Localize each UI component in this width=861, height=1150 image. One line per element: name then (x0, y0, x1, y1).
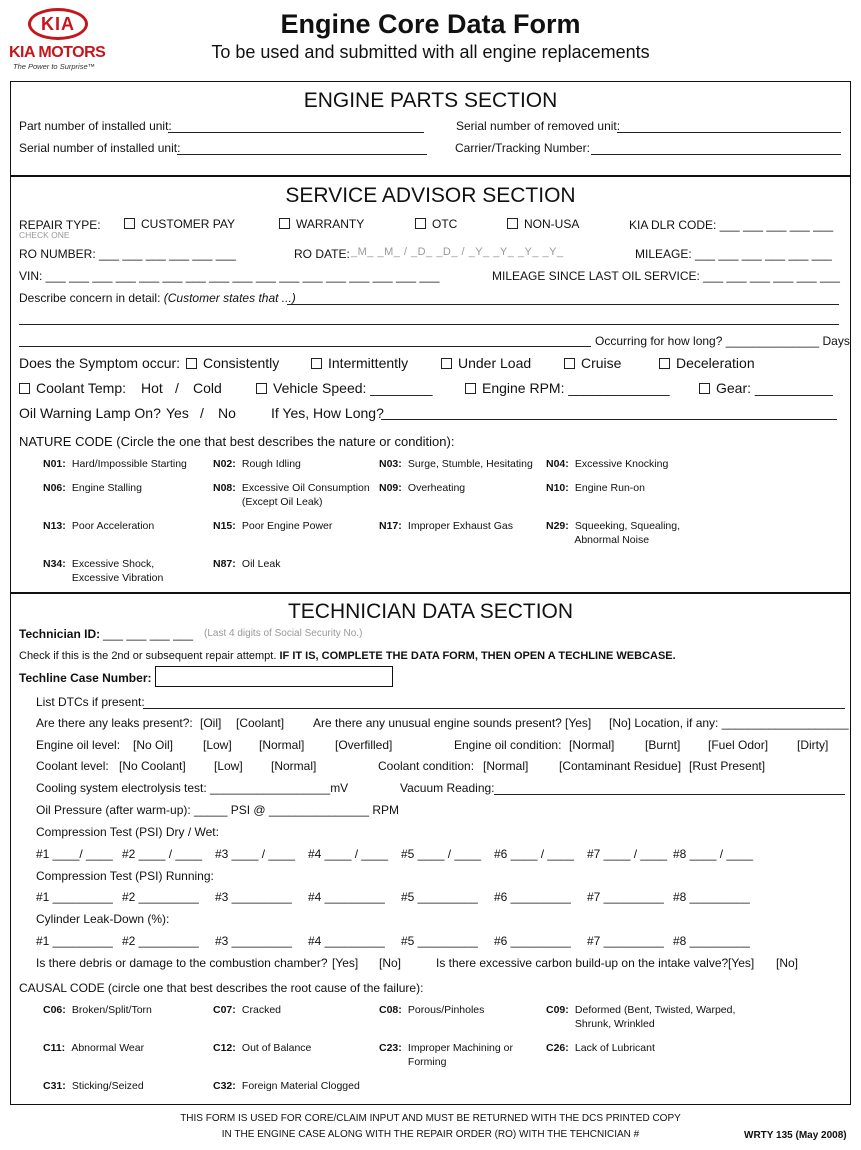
otc-option[interactable]: OTC (415, 217, 457, 231)
causal-code-c07[interactable]: C07: Cracked (213, 1004, 282, 1016)
compression-dry-cyl-5[interactable]: #5 ____ / ____ (401, 847, 482, 861)
symptom-label: Does the Symptom occur: (19, 355, 181, 371)
installed-part-number-field[interactable] (168, 132, 424, 133)
oil-lamp-label: Oil Warning Lamp On? (19, 405, 161, 421)
carbon-question: Is there excessive carbon build-up on the intake valve? (436, 956, 729, 970)
kia-logo-oval: KIA (28, 8, 88, 40)
engine-parts-section (10, 81, 851, 177)
electrolysis-field[interactable]: Cooling system electrolysis test: __________________mV (36, 781, 349, 795)
debris-question: Is there debris or damage to the combustion chamber? (36, 956, 328, 970)
nature-code-n01[interactable]: N01: Hard/Impossible Starting (43, 458, 187, 470)
coolant-condition-normal[interactable]: [Normal] (483, 759, 529, 773)
leak-oil-option[interactable]: [Oil] (200, 716, 222, 730)
causal-code-c08[interactable]: C08: Porous/Pinholes (379, 1004, 485, 1016)
nature-code-n29[interactable]: N29: Squeeking, Squealing, Abnormal Noise (546, 520, 681, 546)
brand-tagline: The Power to Surprise™ (13, 62, 96, 71)
leak-down-cyl-2[interactable]: #2 _________ (122, 934, 199, 948)
nature-code-n34[interactable]: N34: Excessive Shock, Excessive Vibration (43, 558, 164, 584)
carbon-no[interactable]: [No] (776, 956, 799, 970)
leak-down-cyl-7[interactable]: #7 _________ (587, 934, 664, 948)
engine-rpm-option[interactable]: Engine RPM: _____________ (465, 380, 670, 396)
oil-lamp-yes[interactable]: Yes (166, 405, 189, 421)
occurring-duration-field[interactable]: Occurring for how long? ______________ Days (595, 334, 850, 348)
ro-date-label: RO DATE: (294, 247, 350, 261)
installed-serial-field[interactable] (177, 154, 427, 155)
coolant-condition-rust[interactable]: [Rust Present] (689, 759, 766, 773)
oil-condition-burnt[interactable]: [Burnt] (645, 738, 681, 752)
checkbox-icon (311, 358, 322, 369)
nature-code-n87[interactable]: N87: Oil Leak (213, 558, 281, 570)
nature-code-n06[interactable]: N06: Engine Stalling (43, 482, 142, 494)
mileage-field[interactable]: MILEAGE: ___ ___ ___ ___ ___ ___ (635, 247, 832, 261)
compression-dry-cyl-8[interactable]: #8 ____ / ____ (673, 847, 754, 861)
footer-note-line-1: THIS FORM IS USED FOR CORE/CLAIM INPUT AND MUST BE RETURNED WITH THE DCS PRINTED COPY (180, 1113, 681, 1124)
debris-yes[interactable]: [Yes] (332, 956, 359, 970)
causal-code-c09[interactable]: C09: Deformed (Bent, Twisted, Warped, Shrunk, Wrinkled (546, 1004, 736, 1030)
nature-code-n02[interactable]: N02: Rough Idling (213, 458, 301, 470)
causal-code-c31[interactable]: C31: Sticking/Seized (43, 1080, 144, 1092)
ro-date-field[interactable]: _M_ _M_ / _D_ _D_ / _Y_ _Y_ _Y_ _Y_ (351, 246, 564, 258)
oil-condition-normal[interactable]: [Normal] (569, 738, 615, 752)
checkbox-icon (279, 218, 290, 229)
vehicle-speed-option[interactable]: Vehicle Speed: ________ (256, 380, 433, 396)
cruise-option[interactable]: Cruise (564, 355, 621, 371)
nature-code-n04[interactable]: N04: Excessive Knocking (546, 458, 669, 470)
vin-field[interactable]: VIN: ___ ___ ___ ___ ___ ___ ___ ___ ___ ___ ___ ___ ___ ___ ___ ___ ___ (19, 269, 440, 283)
causal-code-c06[interactable]: C06: Broken/Split/Torn (43, 1004, 152, 1016)
checkbox-icon (186, 358, 197, 369)
vacuum-label: Vacuum Reading: (400, 781, 495, 795)
leak-down-cyl-6[interactable]: #6 _________ (494, 934, 571, 948)
concern-line-1[interactable] (287, 304, 839, 305)
leak-down-cyl-4[interactable]: #4 _________ (308, 934, 385, 948)
nature-code-n08[interactable]: N08: Excessive Oil Consumption (Except Oil Leak) (213, 482, 370, 508)
leak-down-cyl-3[interactable]: #3 _________ (215, 934, 292, 948)
causal-code-c12[interactable]: C12: Out of Balance (213, 1042, 312, 1054)
causal-code-c11[interactable]: C11: Abnormal Wear (43, 1042, 145, 1054)
compression-dry-cyl-6[interactable]: #6 ____ / ____ (494, 847, 575, 861)
nature-code-label: NATURE CODE (Circle the one that best describes the nature or condition): (19, 434, 455, 449)
causal-code-c23[interactable]: C23: Improper Machining or Forming (379, 1042, 513, 1068)
causal-code-c32[interactable]: C32: Foreign Material Clogged (213, 1080, 360, 1092)
sounds-no-location-field[interactable]: [No] Location, if any: ___________________ (609, 716, 849, 730)
page-title: Engine Core Data Form (280, 9, 581, 39)
oil-level-low[interactable]: [Low] (203, 738, 232, 752)
checkbox-icon (256, 383, 267, 394)
concern-line-3[interactable] (19, 346, 591, 347)
carbon-yes[interactable]: [Yes] (728, 956, 755, 970)
dtc-field[interactable] (143, 708, 845, 709)
nature-code-n13[interactable]: N13: Poor Acceleration (43, 520, 155, 532)
section-title: TECHNICIAN DATA SECTION (287, 600, 574, 623)
installed-part-number-label: Part number of installed unit: (19, 119, 172, 133)
tracking-label: Carrier/Tracking Number: (455, 141, 590, 155)
service-advisor-section (10, 175, 851, 594)
oil-condition-fuel-odor[interactable]: [Fuel Odor] (708, 738, 769, 752)
how-long-field[interactable] (381, 419, 837, 420)
removed-serial-label: Serial number of removed unit: (456, 119, 621, 133)
nature-code-n03[interactable]: N03: Surge, Stumble, Hesitating (379, 458, 533, 470)
brand-name: KIA MOTORS (9, 44, 106, 61)
gear-option[interactable]: Gear: __________ (699, 380, 833, 396)
footer-note-line-2: IN THE ENGINE CASE ALONG WITH THE REPAIR ORDER (RO) WITH THE TEHCNICIAN # (221, 1129, 640, 1140)
compression-dry-cyl-1[interactable]: #1 ____/ ____ (36, 847, 113, 861)
warranty-option[interactable]: WARRANTY (279, 217, 364, 231)
debris-no[interactable]: [No] (379, 956, 402, 970)
compression-dry-cyl-4[interactable]: #4 ____ / ____ (308, 847, 389, 861)
tracking-field[interactable] (591, 154, 841, 155)
nature-code-n17[interactable]: N17: Improper Exhaust Gas (379, 520, 513, 532)
repair-type-label: REPAIR TYPE: (19, 218, 101, 232)
checkbox-icon (659, 358, 670, 369)
coolant-temp-option[interactable]: Coolant Temp: (19, 380, 126, 396)
oil-condition-label: Engine oil condition: (454, 738, 562, 752)
deceleration-option[interactable]: Deceleration (659, 355, 755, 371)
non-usa-option[interactable]: NON-USA (507, 217, 579, 231)
hot-option[interactable]: Hot (141, 380, 163, 396)
oil-level-label: Engine oil level: (36, 738, 121, 752)
mileage-since-oil-field[interactable]: MILEAGE SINCE LAST OIL SERVICE: ___ ___ ___ ___ ___ ___ (492, 269, 840, 283)
coolant-level-normal[interactable]: [Normal] (271, 759, 317, 773)
coolant-level-no-coolant[interactable]: [No Coolant] (119, 759, 186, 773)
leaks-question: Are there any leaks present?: (36, 716, 193, 730)
compression-run-cyl-3[interactable]: #3 _________ (215, 890, 292, 904)
under-load-option[interactable]: Under Load (441, 355, 531, 371)
slash-separator: / (200, 405, 204, 421)
checkbox-icon (564, 358, 575, 369)
checkbox-icon (415, 218, 426, 229)
intermittently-option[interactable]: Intermittently (311, 355, 408, 371)
techline-case-input[interactable] (155, 666, 393, 687)
checkbox-icon (465, 383, 476, 394)
compression-run-cyl-6[interactable]: #6 _________ (494, 890, 571, 904)
repeat-repair-note: Check if this is the 2nd or subsequent repair attempt. IF IT IS, COMPLETE THE DATA FORM, THEN OPEN A TECHLINE WEBCASE. (19, 650, 676, 662)
compression-running-label: Compression Test (PSI) Running: (36, 869, 214, 883)
coolant-level-low[interactable]: [Low] (214, 759, 243, 773)
checkbox-icon (124, 218, 135, 229)
sounds-question: Are there any unusual engine sounds present? (313, 716, 562, 730)
compression-dry-cyl-2[interactable]: #2 ____ / ____ (122, 847, 203, 861)
page-subtitle: To be used and submitted with all engine replacements (211, 42, 650, 62)
compression-run-cyl-7[interactable]: #7 _________ (587, 890, 664, 904)
sounds-yes-option[interactable]: [Yes] (565, 716, 592, 730)
concern-label: Describe concern in detail: (Customer states that ...) (19, 291, 296, 305)
compression-dry-label: Compression Test (PSI) Dry / Wet: (36, 825, 219, 839)
consistently-option[interactable]: Consistently (186, 355, 279, 371)
coolant-condition-label: Coolant condition: (378, 759, 475, 773)
causal-code-c26[interactable]: C26: Lack of Lubricant (546, 1042, 655, 1054)
leak-down-label: Cylinder Leak-Down (%): (36, 912, 170, 926)
how-long-label: If Yes, How Long? (271, 405, 384, 421)
compression-run-cyl-1[interactable]: #1 _________ (36, 890, 113, 904)
leak-coolant-option[interactable]: [Coolant] (236, 716, 285, 730)
removed-serial-field[interactable] (617, 132, 841, 133)
technician-data-section (10, 592, 851, 1105)
compression-run-cyl-2[interactable]: #2 _________ (122, 890, 199, 904)
techline-case-label: Techline Case Number: (19, 671, 152, 685)
oil-level-overfilled[interactable]: [Overfilled] (335, 738, 393, 752)
check-one-hint: CHECK ONE (19, 230, 70, 240)
nature-code-n09[interactable]: N09: Overheating (379, 482, 466, 494)
technician-id-field[interactable]: ___ ___ ___ ___ (103, 627, 194, 641)
compression-dry-cyl-3[interactable]: #3 ____ / ____ (215, 847, 296, 861)
slash-separator: / (175, 380, 179, 396)
compression-run-cyl-4[interactable]: #4 _________ (308, 890, 385, 904)
technician-id-hint: (Last 4 digits of Social Security No.) (204, 628, 363, 639)
nature-code-n10[interactable]: N10: Engine Run-on (546, 482, 645, 494)
oil-lamp-no[interactable]: No (218, 405, 236, 421)
causal-code-label: CAUSAL CODE (circle one that best describes the root cause of the failure): (19, 981, 424, 995)
ro-number-field[interactable]: RO NUMBER: ___ ___ ___ ___ ___ ___ (19, 247, 236, 261)
compression-run-cyl-5[interactable]: #5 _________ (401, 890, 478, 904)
installed-serial-label: Serial number of installed unit: (19, 141, 181, 155)
nature-code-n15[interactable]: N15: Poor Engine Power (213, 520, 333, 532)
oil-level-no-oil[interactable]: [No Oil] (133, 738, 174, 752)
vacuum-field[interactable] (494, 794, 845, 795)
form-id: WRTY 135 (May 2008) (744, 1130, 847, 1141)
section-title: SERVICE ADVISOR SECTION (285, 184, 576, 207)
checkbox-icon (699, 383, 710, 394)
customer-pay-option[interactable]: CUSTOMER PAY (124, 217, 235, 231)
dtc-label: List DTCs if present: (36, 695, 145, 709)
oil-level-normal[interactable]: [Normal] (259, 738, 305, 752)
section-title: ENGINE PARTS SECTION (303, 89, 558, 112)
checkbox-icon (441, 358, 452, 369)
oil-pressure-field[interactable]: Oil Pressure (after warm-up): _____ PSI @ _______________ RPM (36, 803, 400, 817)
cold-option[interactable]: Cold (193, 380, 222, 396)
checkbox-icon (507, 218, 518, 229)
dealer-code-field[interactable]: KIA DLR CODE: ___ ___ ___ ___ ___ (629, 218, 834, 232)
leak-down-cyl-5[interactable]: #5 _________ (401, 934, 478, 948)
coolant-condition-contaminant[interactable]: [Contaminant Residue] (559, 759, 682, 773)
leak-down-cyl-1[interactable]: #1 _________ (36, 934, 113, 948)
technician-id-label: Technician ID: (19, 627, 101, 641)
leak-down-cyl-8[interactable]: #8 _________ (673, 934, 750, 948)
concern-line-2[interactable] (19, 324, 839, 325)
oil-condition-dirty[interactable]: [Dirty] (797, 738, 829, 752)
compression-dry-cyl-7[interactable]: #7 ____ / ____ (587, 847, 668, 861)
compression-run-cyl-8[interactable]: #8 _________ (673, 890, 750, 904)
coolant-level-label: Coolant level: (36, 759, 109, 773)
checkbox-icon (19, 383, 30, 394)
